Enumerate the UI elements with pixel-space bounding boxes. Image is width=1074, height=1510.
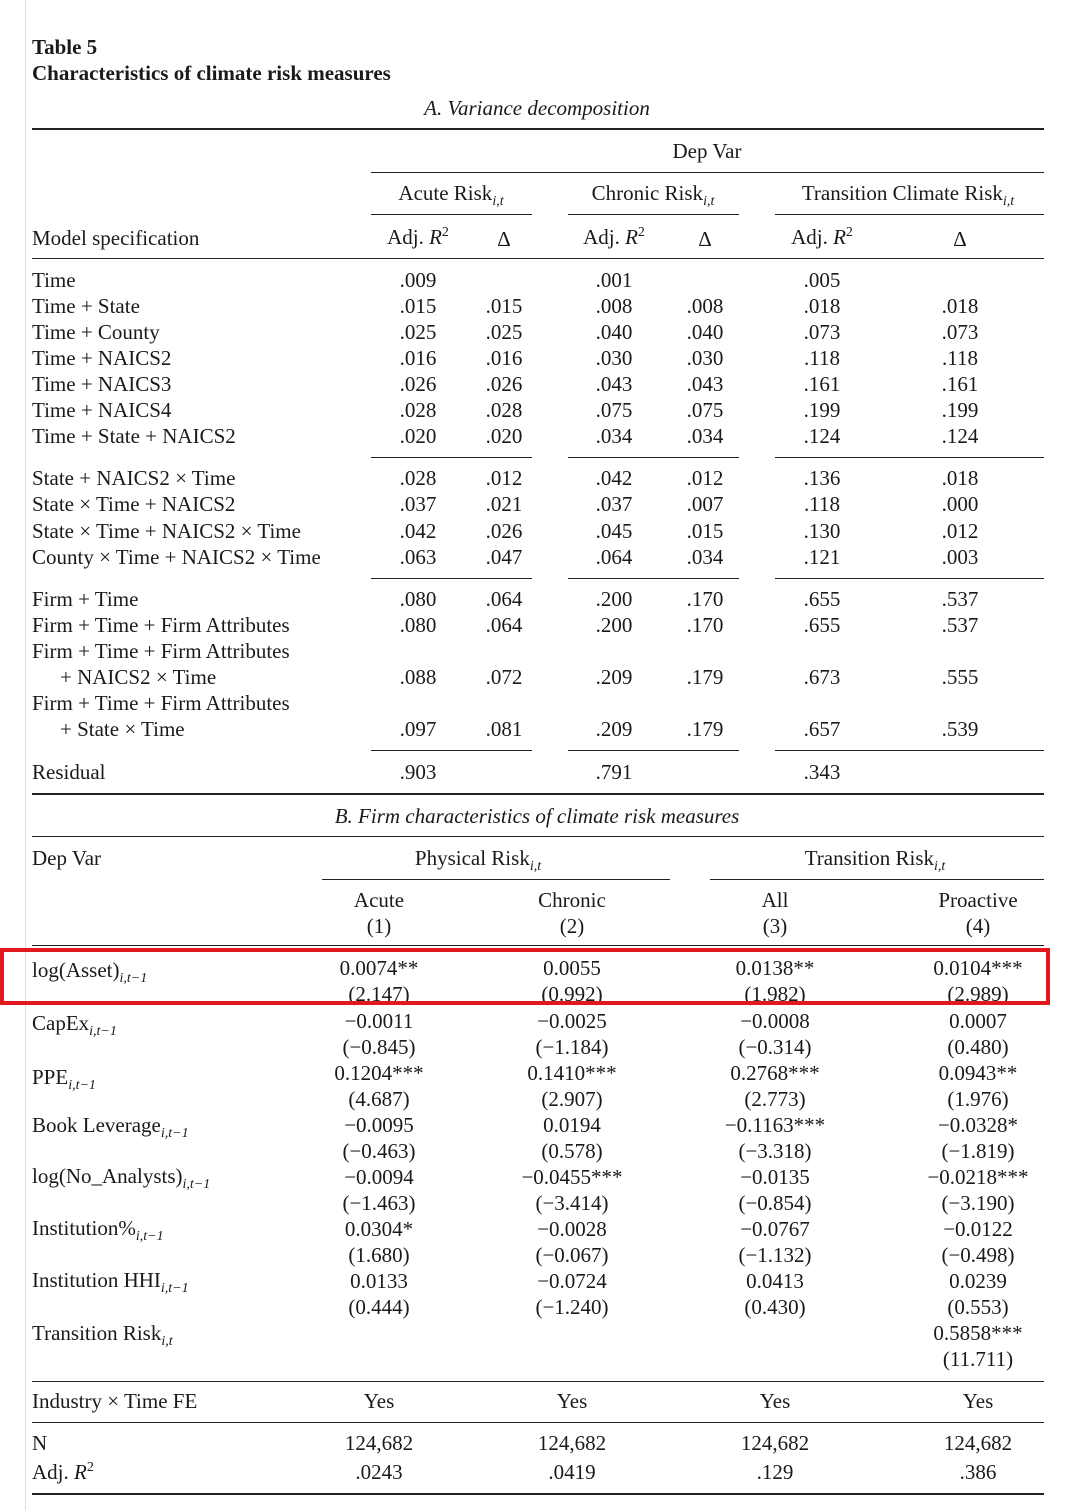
panel-a-cell-7-1: .012 [485,466,523,490]
panel-a-cell-5-1: .028 [485,398,523,422]
panel-a-cell-13-3: .179 [686,665,724,689]
panel-a-adjr2-head-0 [358,227,478,248]
panel-a-group-rule-0 [371,214,532,215]
panel-b-tstat-2-2: (2.773) [744,1087,806,1111]
panel-b-tstat-3-0: (−0.463) [342,1139,416,1163]
panel-a-cell-6-2: .034 [595,424,633,448]
panel-a-row-label-7: State + NAICS2 × Time [32,466,236,490]
panel-a-row-label-2: Time + County [32,320,160,344]
panel-b-adjr2-label [32,1462,94,1483]
panel-a-cell-1-4: .018 [803,294,841,318]
panel-a-delta-head-0: Δ [497,227,511,251]
panel-b-coef-2-0: 0.1204*** [334,1061,424,1085]
panel-a-cell-8-1: .021 [485,492,523,516]
panel-a-sep-2-2 [775,750,1044,751]
panel-a-cell-4-2: .043 [595,372,633,396]
panel-b-dep-var: Dep Var [32,846,102,870]
panel-b-tstat-0-1: (0.992) [541,982,603,1006]
panel-a-cell-12-4: .655 [803,613,841,637]
panel-a-row-label2-13: + NAICS2 × Time [60,665,217,689]
panel-b-col-name-2: All [761,888,789,912]
panel-a-cell-7-2: .042 [595,466,633,490]
panel-b-coef-7-3: 0.5858*** [933,1321,1023,1345]
panel-a-header-rule [32,258,1044,259]
panel-a-cell-13-1: .072 [485,665,523,689]
panel-b-fe-3: Yes [962,1389,994,1413]
panel-a-cell-4-4: .161 [803,372,841,396]
panel-a-cell-2-1: .025 [485,320,523,344]
panel-a-cell-1-2: .008 [595,294,633,318]
panel-b-group-rule-1 [710,879,1044,880]
panel-b-adjr2-1: .0419 [548,1460,596,1484]
panel-b-coef-1-1: −0.0025 [537,1009,607,1033]
panel-a-dep-var: Dep Var [672,139,742,163]
panel-b-row-label-text-1: CapEx [32,1011,90,1035]
panel-a-row-label-14: Firm + Time + Firm Attributes [32,691,290,715]
panel-a-sep-1-1 [568,578,739,579]
panel-a-adjr2-head-2-sq: 2 [845,225,853,240]
panel-a-sep-2-1 [568,750,739,751]
panel-a-cell-1-1: .015 [485,294,523,318]
panel-b-tstat-1-1: (−1.184) [535,1035,609,1059]
panel-a-cell-15-0: .903 [399,760,437,784]
panel-a-cell-9-4: .130 [803,519,841,543]
panel-a-cell-12-0: .080 [399,613,437,637]
panel-b-tstat-0-0: (2.147) [348,982,410,1006]
panel-a-cell-2-0: .025 [399,320,437,344]
panel-a-cell-1-0: .015 [399,294,437,318]
panel-b-row-label-3 [32,1113,189,1142]
panel-a-cell-13-5: .555 [941,665,979,689]
panel-b-row-label-7 [32,1321,173,1350]
panel-a-group-2 [758,181,1058,210]
panel-a-group-2-text: Transition Climate Risk [801,181,1003,205]
panel-a-cell-1-5: .018 [941,294,979,318]
panel-a-cell-7-4: .136 [803,466,841,490]
panel-a-cell-12-1: .064 [485,613,523,637]
panel-b-coef-2-1: 0.1410*** [527,1061,617,1085]
panel-a-row-label-11: Firm + Time [32,587,139,611]
panel-b-coef-4-2: −0.0135 [740,1165,810,1189]
table-label: Table 5 [32,35,98,59]
panel-b-coef-1-3: 0.0007 [949,1009,1007,1033]
panel-a-cell-8-5: .000 [941,492,979,516]
panel-b-adjr2-label-sq: 2 [86,1460,94,1475]
panel-b-n-0: 124,682 [344,1431,414,1455]
panel-b-group-rule-0 [322,879,670,880]
panel-a-cell-0-0: .009 [399,268,437,292]
panel-b-fe-1: Yes [556,1389,588,1413]
panel-b-coef-2-2: 0.2768*** [730,1061,820,1085]
panel-a-cell-14-1: .081 [485,717,523,741]
panel-a-cell-11-2: .200 [595,587,633,611]
panel-a-cell-15-2: .791 [595,760,633,784]
panel-b-tstat-3-2: (−3.318) [738,1139,812,1163]
panel-a-cell-6-4: .124 [803,424,841,448]
panel-b-heading: B. Firm characteristics of climate risk measures [334,804,740,828]
panel-b-group-0-text: Physical Risk [414,846,530,870]
panel-b-tstat-2-0: (4.687) [348,1087,410,1111]
panel-a-adjr2-head-2-adj: Adj. [791,225,834,249]
panel-a-cell-6-1: .020 [485,424,523,448]
panel-a-group-0-subscript: i,t [492,194,504,210]
panel-a-cell-10-1: .047 [485,545,523,569]
panel-a-row-label-3: Time + NAICS2 [32,346,172,370]
panel-a-cell-3-0: .016 [399,346,437,370]
panel-b-tstat-3-3: (−1.819) [941,1139,1015,1163]
model-spec-label: Model specification [32,226,200,250]
panel-b-coef-5-0: 0.0304* [344,1217,414,1241]
panel-b-tstat-5-3: (−0.498) [941,1243,1015,1267]
panel-a-cell-5-2: .075 [595,398,633,422]
panel-b-col-name-0: Acute [353,888,405,912]
panel-b-coef-5-1: −0.0028 [537,1217,607,1241]
panel-a-group-rule-1 [568,214,739,215]
panel-a-cell-6-5: .124 [941,424,979,448]
panel-a-adjr2-head-0-adj: Adj. [387,225,430,249]
panel-b-coef-0-1: 0.0055 [543,956,601,980]
panel-b-tstat-3-1: (0.578) [541,1139,603,1163]
panel-a-cell-3-5: .118 [942,346,978,370]
panel-b-row-label-sub-7: i,t [161,1334,173,1350]
panel-b-tstat-1-3: (0.480) [947,1035,1009,1059]
panel-a-heading: A. Variance decomposition [424,96,650,120]
panel-a-cell-14-5: .539 [941,717,979,741]
panel-a-top-rule [32,128,1044,130]
panel-b-bottom-rule [32,1493,1044,1495]
panel-a-cell-13-4: .673 [803,665,841,689]
panel-b-row-label-sub-3: i,t−1 [160,1126,189,1142]
panel-b-coef-6-0: 0.0133 [350,1269,408,1293]
panel-a-row-label-4: Time + NAICS3 [32,372,172,396]
panel-b-coef-0-3: 0.0104*** [933,956,1023,980]
panel-b-tstat-0-2: (1.982) [744,982,806,1006]
panel-a-cell-12-3: .170 [686,613,724,637]
panel-a-sep-0-0 [371,457,532,458]
panel-a-group-1-text: Chronic Risk [591,181,704,205]
panel-a-cell-13-0: .088 [399,665,437,689]
panel-a-row-label-5: Time + NAICS4 [32,398,172,422]
panel-a-row-label-13: Firm + Time + Firm Attributes [32,639,290,663]
panel-b-col-num-1: (2) [559,914,585,938]
panel-a-row-label-15: Residual [32,760,106,784]
panel-a-adjr2-head-2 [762,227,882,248]
panel-b-tstat-5-2: (−1.132) [738,1243,812,1267]
panel-a-cell-11-3: .170 [686,587,724,611]
panel-a-row-label-10: County × Time + NAICS2 × Time [32,545,321,569]
panel-b-n-3: 124,682 [943,1431,1013,1455]
panel-a-row-label-6: Time + State + NAICS2 [32,424,236,448]
panel-a-cell-2-4: .073 [803,320,841,344]
panel-a-cell-14-2: .209 [595,717,633,741]
panel-a-cell-8-2: .037 [595,492,633,516]
panel-b-col-name-1: Chronic [538,888,606,912]
panel-a-cell-10-4: .121 [803,545,841,569]
panel-b-n-2: 124,682 [740,1431,810,1455]
panel-b-row-label-text-0: log(Asset) [32,958,120,982]
panel-a-bottom-rule [32,793,1044,795]
panel-b-row-label-sub-6: i,t−1 [160,1281,189,1297]
panel-a-cell-10-3: .034 [686,545,724,569]
panel-b-coef-0-2: 0.0138** [735,956,815,980]
panel-b-adjr2-2: .129 [756,1460,794,1484]
panel-a-delta-head-1: Δ [698,227,712,251]
panel-b-coef-3-2: −0.1163*** [724,1113,826,1137]
left-margin-rule [25,0,26,1510]
panel-a-sep-0-2 [775,457,1044,458]
panel-b-tstat-4-3: (−3.190) [941,1191,1015,1215]
panel-a-group-0-text: Acute Risk [398,181,493,205]
panel-b-group-0-subscript: i,t [529,859,542,875]
panel-a-row-label-9: State × Time + NAICS2 × Time [32,519,301,543]
panel-b-tstat-1-2: (−0.314) [738,1035,812,1059]
panel-b-coef-0-0: 0.0074** [339,956,419,980]
panel-b-row-label-text-2: PPE [32,1065,69,1089]
panel-a-cell-5-0: .028 [399,398,437,422]
panel-b-col-name-3: Proactive [938,888,1018,912]
panel-a-group-2-subscript: i,t [1002,194,1015,210]
panel-b-n-1: 124,682 [537,1431,607,1455]
panel-b-row-label-text-4: log(No_Analysts) [32,1164,183,1188]
panel-a-cell-4-3: .043 [686,372,724,396]
panel-b-row-label-sub-0: i,t−1 [119,971,148,987]
panel-a-cell-14-3: .179 [686,717,724,741]
panel-b-top-rule [32,836,1044,837]
panel-a-group-1-subscript: i,t [703,194,715,210]
panel-a-cell-8-3: .007 [686,492,724,516]
panel-b-col-num-0: (1) [366,914,392,938]
panel-b-fe-label: Industry × Time FE [32,1389,198,1413]
panel-b-tstat-6-0: (0.444) [348,1295,410,1319]
panel-b-tstat-4-1: (−3.414) [535,1191,609,1215]
panel-b-row-label-text-7: Transition Risk [32,1321,162,1345]
panel-a-cell-3-1: .016 [485,346,523,370]
panel-a-cell-10-2: .064 [595,545,633,569]
panel-a-cell-7-3: .012 [686,466,724,490]
panel-b-coef-3-1: 0.0194 [543,1113,601,1137]
panel-a-cell-5-5: .199 [941,398,979,422]
panel-a-row-label-8: State × Time + NAICS2 [32,492,236,516]
panel-b-coef-6-2: 0.0413 [746,1269,804,1293]
panel-a-cell-3-3: .030 [686,346,724,370]
panel-b-tstat-2-1: (2.907) [541,1087,603,1111]
panel-b-coef-2-3: 0.0943** [938,1061,1018,1085]
panel-b-coef-6-1: −0.0724 [537,1269,607,1293]
panel-a-adjr2-head-2-r: R [833,225,846,249]
panel-a-cell-11-0: .080 [399,587,437,611]
panel-a-cell-11-5: .537 [941,587,979,611]
panel-b-coef-1-2: −0.0008 [740,1009,810,1033]
panel-b-adjr2-label-r: R [74,1460,87,1484]
panel-a-cell-3-4: .118 [804,346,840,370]
panel-b-row-label-2 [32,1065,96,1094]
panel-b-row-label-4 [32,1164,211,1193]
panel-a-cell-14-4: .657 [803,717,841,741]
panel-b-row-label-1 [32,1011,117,1040]
panel-a-cell-6-3: .034 [686,424,724,448]
panel-b-row-label-5 [32,1216,164,1245]
panel-a-cell-9-0: .042 [399,519,437,543]
panel-a-cell-4-1: .026 [485,372,523,396]
panel-a-cell-10-5: .003 [941,545,979,569]
panel-b-row-label-sub-5: i,t−1 [135,1229,164,1245]
panel-b-group-0 [328,846,628,875]
panel-b-row-label-sub-2: i,t−1 [68,1078,96,1094]
panel-b-col-num-2: (3) [762,914,788,938]
panel-b-fe-bottom-rule [32,1422,1044,1423]
panel-b-adjr2-3: .386 [959,1460,997,1484]
panel-a-cell-8-4: .118 [804,492,840,516]
panel-a-row-label2-14: + State × Time [60,717,185,741]
panel-a-cell-13-2: .209 [595,665,633,689]
panel-a-cell-11-1: .064 [485,587,523,611]
panel-a-cell-2-2: .040 [595,320,633,344]
highlight-box [0,948,1050,1005]
panel-a-cell-4-5: .161 [941,372,979,396]
panel-a-cell-15-4: .343 [803,760,841,784]
panel-b-tstat-4-2: (−0.854) [738,1191,812,1215]
panel-b-row-label-sub-1: i,t−1 [89,1024,117,1040]
panel-a-sep-1-2 [775,578,1044,579]
panel-a-cell-0-2: .001 [595,268,633,292]
panel-a-row-label-1: Time + State [32,294,140,318]
panel-b-n-label: N [32,1431,48,1455]
panel-b-row-label-6 [32,1268,189,1297]
panel-a-sep-0-1 [568,457,739,458]
panel-b-tstat-6-2: (0.430) [744,1295,806,1319]
panel-a-cell-6-0: .020 [399,424,437,448]
panel-a-row-label-0: Time [32,268,76,292]
panel-a-group-rule-2 [775,214,1044,215]
panel-a-cell-2-5: .073 [941,320,979,344]
panel-a-cell-5-3: .075 [686,398,724,422]
panel-b-coef-6-3: 0.0239 [949,1269,1007,1293]
panel-b-tstat-7-3: (11.711) [942,1347,1014,1371]
panel-b-coef-5-3: −0.0122 [943,1217,1013,1241]
panel-a-adjr2-head-1-r: R [625,225,638,249]
panel-a-cell-10-0: .063 [399,545,437,569]
panel-b-col-num-3: (4) [965,914,991,938]
panel-b-fe-0: Yes [363,1389,395,1413]
panel-a-cell-11-4: .655 [803,587,841,611]
panel-a-cell-14-0: .097 [399,717,437,741]
panel-a-depvar-rule [371,172,1044,173]
panel-b-group-1 [725,846,1025,875]
panel-a-cell-7-5: .018 [941,466,979,490]
panel-b-tstat-6-3: (0.553) [947,1295,1009,1319]
panel-b-coef-4-3: −0.0218*** [927,1165,1029,1189]
panel-a-adjr2-head-1 [554,227,674,248]
panel-b-group-1-text: Transition Risk [804,846,935,870]
panel-b-coef-3-0: −0.0095 [344,1113,414,1137]
panel-a-cell-0-4: .005 [803,268,841,292]
panel-b-fe-rule [32,1381,1044,1382]
panel-a-cell-3-2: .030 [595,346,633,370]
panel-a-cell-9-5: .012 [941,519,979,543]
panel-b-coef-1-0: −0.0011 [344,1009,414,1033]
panel-b-coef-3-3: −0.0328* [937,1113,1019,1137]
panel-a-sep-1-0 [371,578,532,579]
panel-a-cell-4-0: .026 [399,372,437,396]
panel-b-row-label-text-3: Book Leverage [32,1113,161,1137]
panel-b-header-rule [32,945,1044,946]
panel-b-row-label-sub-4: i,t−1 [182,1177,211,1193]
panel-a-cell-7-0: .028 [399,466,437,490]
panel-a-cell-9-1: .026 [485,519,523,543]
panel-b-coef-4-1: −0.0455*** [521,1165,623,1189]
panel-a-cell-9-3: .015 [686,519,724,543]
panel-b-adjr2-0: .0243 [355,1460,403,1484]
panel-a-adjr2-head-1-sq: 2 [637,225,645,240]
panel-b-group-1-subscript: i,t [934,859,946,875]
panel-b-tstat-5-1: (−0.067) [535,1243,609,1267]
panel-a-cell-12-2: .200 [595,613,633,637]
panel-b-tstat-1-0: (−0.845) [342,1035,416,1059]
panel-a-cell-9-2: .045 [595,519,633,543]
panel-a-cell-8-0: .037 [399,492,437,516]
panel-b-row-label-text-5: Institution% [32,1216,136,1240]
panel-a-cell-5-4: .199 [803,398,841,422]
panel-a-adjr2-head-0-r: R [429,225,442,249]
panel-a-cell-1-3: .008 [686,294,724,318]
panel-a-adjr2-head-0-sq: 2 [441,225,449,240]
panel-b-tstat-5-0: (1.680) [348,1243,410,1267]
panel-a-row-label-12: Firm + Time + Firm Attributes [32,613,290,637]
panel-b-adjr2-label-adj: Adj. [32,1460,74,1484]
panel-a-cell-2-3: .040 [686,320,724,344]
panel-a-delta-head-2: Δ [953,227,967,251]
panel-b-fe-2: Yes [759,1389,791,1413]
panel-a-adjr2-head-1-adj: Adj. [583,225,626,249]
panel-b-row-label-text-6: Institution HHI [32,1268,161,1292]
panel-b-tstat-0-3: (2.989) [947,982,1009,1006]
panel-a-cell-12-5: .537 [941,613,979,637]
panel-b-tstat-2-3: (1.976) [947,1087,1009,1111]
panel-b-tstat-4-0: (−1.463) [342,1191,416,1215]
panel-b-coef-5-2: −0.0767 [740,1217,810,1241]
panel-b-coef-4-0: −0.0094 [344,1165,414,1189]
panel-b-tstat-6-1: (−1.240) [535,1295,609,1319]
panel-a-sep-2-0 [371,750,532,751]
table-caption: Characteristics of climate risk measures [32,61,391,85]
